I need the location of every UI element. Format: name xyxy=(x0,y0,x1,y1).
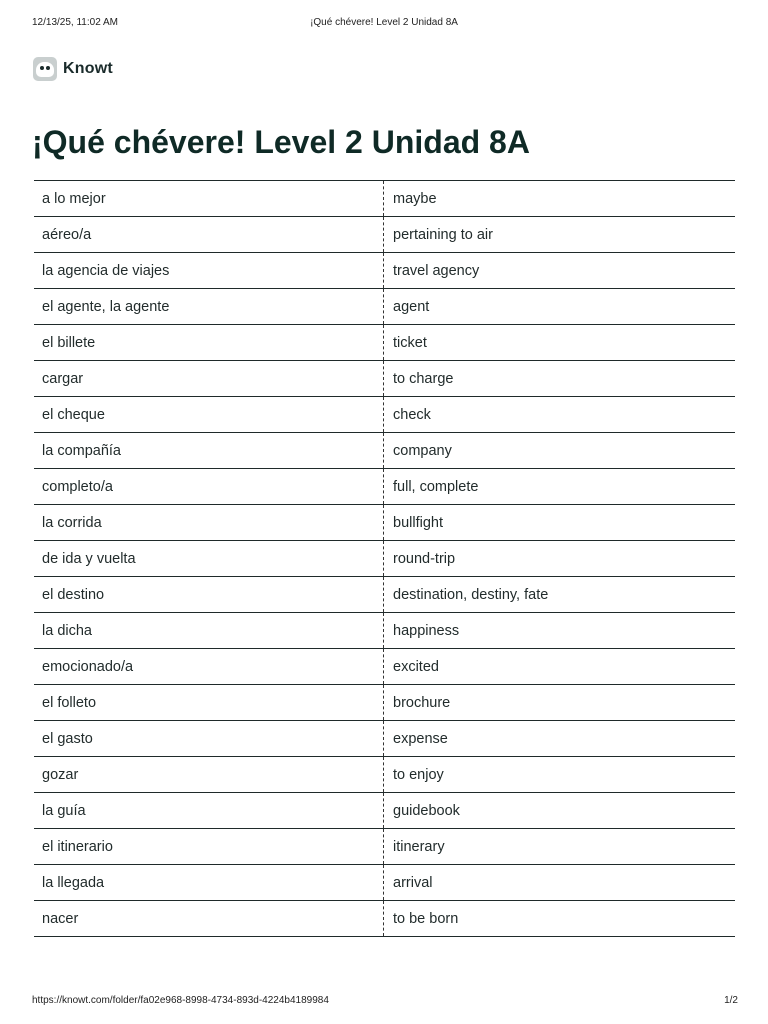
vocab-row xyxy=(34,721,735,757)
vocab-term: el agente, la agente xyxy=(34,289,384,324)
vocab-term: la guía xyxy=(34,793,384,828)
vocab-definition: guidebook xyxy=(393,802,460,819)
print-page-title: ¡Qué chévere! Level 2 Unidad 8A xyxy=(310,17,458,28)
vocab-row xyxy=(34,541,735,577)
vocab-definition: to be born xyxy=(393,910,459,927)
print-footer xyxy=(32,995,738,1009)
vocab-row xyxy=(34,217,735,253)
vocab-definition: destination, destiny, fate xyxy=(393,586,549,603)
vocab-row xyxy=(34,865,735,901)
page-title: ¡Qué chévere! Level 2 Unidad 8A xyxy=(32,124,530,160)
vocab-row xyxy=(34,181,735,217)
vocab-term: la llegada xyxy=(34,865,384,900)
vocab-row xyxy=(34,757,735,793)
vocab-definition: expense xyxy=(393,730,448,747)
vocab-term: el cheque xyxy=(34,397,384,432)
vocab-definition: travel agency xyxy=(393,262,480,279)
print-header xyxy=(32,17,736,31)
vocab-term: la dicha xyxy=(34,613,384,648)
vocab-term: el itinerario xyxy=(34,829,384,864)
print-datetime: 12/13/25, 11:02 AM xyxy=(32,17,118,28)
vocab-term: nacer xyxy=(34,901,384,936)
vocab-term: la agencia de viajes xyxy=(34,253,384,288)
vocab-term: el gasto xyxy=(34,721,384,756)
vocab-row xyxy=(34,505,735,541)
knowt-logo-icon xyxy=(33,57,57,81)
vocab-row xyxy=(34,577,735,613)
vocab-definition: check xyxy=(393,406,431,423)
vocab-definition: excited xyxy=(393,658,439,675)
vocab-term: completo/a xyxy=(34,469,384,504)
vocab-row xyxy=(34,469,735,505)
vocab-definition: arrival xyxy=(393,874,433,891)
vocab-definition: full, complete xyxy=(393,478,479,495)
vocab-row xyxy=(34,613,735,649)
vocab-definition: brochure xyxy=(393,694,451,711)
vocab-definition: ticket xyxy=(393,334,427,351)
vocab-definition: bullfight xyxy=(393,514,443,531)
vocab-term: el folleto xyxy=(34,685,384,720)
vocab-term: a lo mejor xyxy=(34,181,384,216)
vocab-term: aéreo/a xyxy=(34,217,384,252)
vocab-table xyxy=(34,180,735,937)
vocab-row xyxy=(34,649,735,685)
vocab-row xyxy=(34,397,735,433)
vocab-definition: maybe xyxy=(393,190,437,207)
vocab-row xyxy=(34,361,735,397)
vocab-definition: to charge xyxy=(393,370,454,387)
vocab-definition: happiness xyxy=(393,622,460,639)
vocab-term: el billete xyxy=(34,325,384,360)
vocab-definition: to enjoy xyxy=(393,766,444,783)
page-number: 1/2 xyxy=(724,995,738,1006)
vocab-row xyxy=(34,685,735,721)
vocab-term: emocionado/a xyxy=(34,649,384,684)
vocab-term: gozar xyxy=(34,757,384,792)
vocab-term: de ida y vuelta xyxy=(34,541,384,576)
vocab-definition: round-trip xyxy=(393,550,456,567)
vocab-row xyxy=(34,901,735,937)
vocab-term: la compañía xyxy=(34,433,384,468)
vocab-row xyxy=(34,253,735,289)
vocab-row xyxy=(34,829,735,865)
vocab-definition: company xyxy=(393,442,452,459)
brand-name: Knowt xyxy=(63,60,113,77)
vocab-definition: agent xyxy=(393,298,430,315)
vocab-term: el destino xyxy=(34,577,384,612)
vocab-row xyxy=(34,289,735,325)
vocab-row xyxy=(34,325,735,361)
vocab-definition: itinerary xyxy=(393,838,445,855)
vocab-row xyxy=(34,433,735,469)
print-url: https://knowt.com/folder/fa02e968-8998-4734-893d-4224b4189984 xyxy=(32,995,329,1006)
vocab-row xyxy=(34,793,735,829)
vocab-term: cargar xyxy=(34,361,384,396)
vocab-term: la corrida xyxy=(34,505,384,540)
vocab-definition: pertaining to air xyxy=(393,226,493,243)
brand[interactable] xyxy=(33,57,113,81)
